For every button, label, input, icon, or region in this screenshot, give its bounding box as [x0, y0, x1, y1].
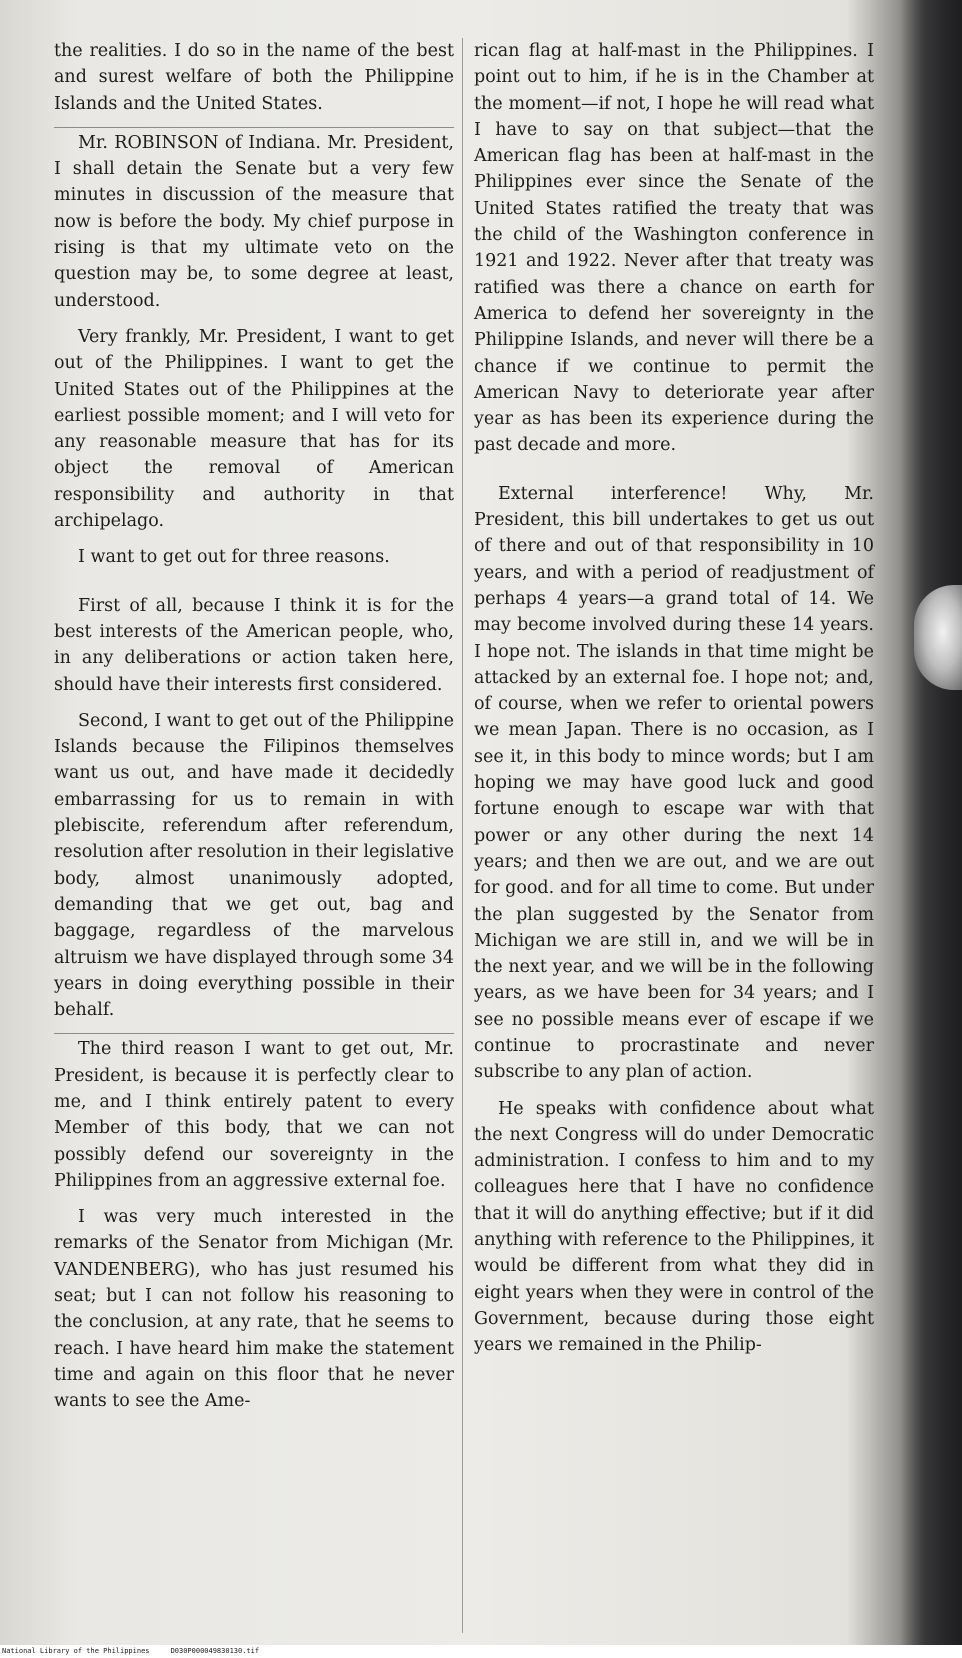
left-column [54, 38, 454, 1425]
paragraph: Second, I want to get out of the Philippine Islands because the Filipinos themselves want us out, and have made it decidedly embarrassing for us to remain in with plebiscite, referendum after referendum, resolution after resolution in their legislative body, almost unanimously adopted, demanding that we get out, bag and baggage, regardless of the marvelous altruism we have displayed through some 34 years in doing everything possible in their behalf. [54, 710, 454, 1021]
paragraph: I want to get out for three reasons. [78, 547, 390, 568]
paragraph: Mr. ROBINSON of Indiana. Mr. President, I shall detain the Senate but a very few minutes in discussion of the measure that now is before the body. My chief purpose in rising is that my ultimate veto on the question may be, to some degree at least, understood. [54, 132, 454, 311]
paragraph: First of all, because I think it is for the best interests of the American people, who, in any deliberations or action taken here, should have their interests first considered. [54, 595, 454, 695]
paragraph: The third reason I want to get out, Mr. President, is because it is perfectly clear to me, and I think entirely patent to every Member of this body, that we can not possibly defend our sovereignty in the Philippines from an aggressive external foe. [54, 1039, 454, 1191]
right-column [474, 38, 874, 1369]
paragraph: External interference! Why, Mr. President, this bill undertakes to get us out of there and out of that responsibility in 10 years, and with a period of readjustment of perhaps 4 years—a grand total of 14. We may become involved during these 14 years. I hope not. The islands in that time might be attacked by an external foe. I hope not; and, of course, when we refer to oriental powers we mean Japan. There is no occasion, as I see it, in this body to mince words; but I am hoping we may have good luck and good fortune enough to escape war with that power or any other during the next 14 years; and then we are out, and we are out for good. and for all time to come. But under the plan suggested by the Senator from Michigan we are still in, and we will be in the next year, and we will be in the following years, as we have been for 34 years; and I see no possible means ever of escape if we continue to procrastinate and never subscribe to any plan of action. [474, 483, 874, 1083]
paragraph: I was very much interested in the remarks of the Senator from Michigan (Mr. VANDENBERG), who has just resumed his seat; but I can not follow his reasoning to the conclusion, at any rate, that he seems to reach. I have heard him make the statement time and again on this floor that he never wants to see the Ame- [54, 1207, 454, 1412]
column-divider [462, 38, 463, 1633]
paragraph: the realities. I do so in the name of the best and surest welfare of both the Philippine Islands and the United States. [54, 41, 454, 114]
divider-rule [54, 127, 454, 128]
newspaper-clipping [54, 38, 886, 1633]
paragraph: He speaks with confidence about what the next Congress will do under Democratic administration. I confess to him and to my colleagues here that I have no confidence that it will do anything effective; but if it did anything with reference to the Philippines, it would be different from what they did in eight years when they were in control of the Government, because during those eight years we remained in the Philip- [474, 1098, 874, 1356]
paragraph: Very frankly, Mr. President, I want to get out of the Philippines. I want to get the United States out of the Philippines at the earliest possible moment; and I will veto for any reasonable measure that has for its object the removal of American responsibility and authority in that archipelago. [54, 326, 454, 532]
paragraph: rican flag at half-mast in the Philippines. I point out to him, if he is in the Chamber at the moment—if not, I hope he will read what I have to say on that subject—that the American flag has been at half-mast in the Philippines ever since the Senate of the United States ratified the treaty that was the child of the Washington conference in 1921 and 1922. Never after that treaty was ratified was there a chance on earth for America to defend her sovereignty in the Philippine Islands, and never will there be a chance if we continue to permit the American Navy to deteriorate year after year as has been its experience during the past decade and more. [474, 41, 874, 456]
scan-footer: National Library of the Philippines D030P000049830130.tif [0, 1645, 962, 1658]
divider-rule [54, 1033, 454, 1034]
page-edge-shadow [900, 0, 962, 1645]
